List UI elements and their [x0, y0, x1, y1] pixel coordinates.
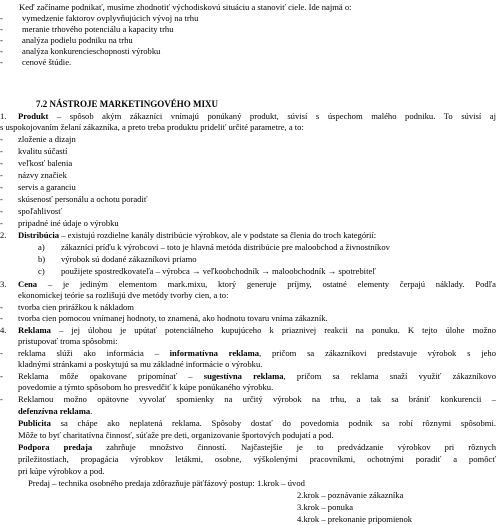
sub-letter: b) [38, 254, 46, 264]
dash-bullet: - [0, 57, 3, 67]
produkt-paragraph [18, 111, 496, 122]
step-item: 2.krok – poznávanie zákazníka [297, 490, 404, 500]
produkt-text: – spôsob akým zákazníci vnímajú ponúkaný produkt, súvisí s úspechom malého podniku. To súvisí aj [48, 111, 496, 121]
dash-bullet: - [0, 302, 3, 312]
dash-bullet: - [0, 394, 3, 404]
list-item: servis a garanciu [18, 182, 76, 192]
produkt-term: Produkt [18, 111, 49, 121]
list-item-text: , pričom sa zákazníkovi predstavuje výrobok s jeho [259, 348, 496, 358]
dash-bullet: - [0, 194, 3, 204]
list-item: meranie trhového potenciálu a kapacity trhu [22, 24, 174, 34]
list-item: skúsenosť personálu a ochotu poradiť [18, 194, 148, 204]
list-item: veľkosť balenia [18, 158, 73, 168]
publicita-term: Publicita [18, 418, 51, 428]
list-item: tvorba cien prirážkou k nákladom [18, 302, 134, 312]
list-item-text: Reklama môže opakovane pripomínať – [18, 371, 204, 381]
reklama-type-term: informatívna reklama [169, 348, 260, 358]
dash-bullet: - [0, 146, 3, 156]
dash-bullet: - [0, 218, 3, 228]
publicita-paragraph-cont: Môže to byť charitatívna činnosť, súťaže pre deti, organizovanie športových podujatí a pod. [18, 430, 334, 440]
podpora-term: Podpora predaja [18, 442, 93, 452]
dash-bullet: - [0, 170, 3, 180]
step-item: 4.krok – prekonanie pripomienok [297, 514, 413, 524]
dash-bullet: - [0, 348, 3, 358]
dash-bullet: - [0, 134, 3, 144]
list-item-text: reklama slúži ako informácia – [18, 348, 170, 358]
list-item: kvalitu súčastí [18, 146, 68, 156]
sub-item: zákazníci príďu k výrobcovi – toto je hlavná metóda distribúcie pre maloobchod a živnostníkov [61, 242, 390, 252]
dash-bullet: - [0, 313, 3, 323]
podpora-paragraph [18, 442, 496, 453]
podpora-paragraph-cont: pri kúpe výrobkov a pod. [18, 466, 105, 476]
podpora-text: zahrňuje množstvo činností. Najčastejšie je to predvádzanie výrobkov pri rôznych [92, 442, 496, 452]
list-item [18, 371, 496, 382]
list-item: zloženie a dizajn [18, 134, 76, 144]
sub-item: výrobok sú dodané zákazníkovi priamo [61, 254, 197, 264]
list-item: vymedzenie faktorov ovplyvňujúcich vývoj na trhu [22, 13, 199, 23]
list-item: analýza podielu podniku na trhu [22, 35, 133, 45]
list-item: Reklamou možno opätovne vyvolať spomienky na určitý výrobok na trhu, a tak sa brániť konkurencii – [18, 394, 496, 404]
item-number: 1. [0, 111, 7, 121]
dash-bullet: - [0, 24, 3, 34]
publicita-paragraph [18, 418, 496, 429]
list-item [18, 348, 496, 359]
reklama-type-term: defenzívna reklama [18, 406, 91, 416]
section-heading: 7.2 NÁSTROJE MARKETINGOVÉHO MIXU [36, 99, 219, 109]
cena-text: – je jediným elementom mark.mixu, ktorý generuje príjmy, ostatné elementy čerpajú náklady. Podľa [37, 279, 496, 289]
item-number: 4. [0, 325, 7, 335]
reklama-paragraph-cont: pristupovať troma spôsobmi: [18, 336, 118, 346]
sub-item: použijete spostredkovateľa – výrobca → veľkoobchodník → maloobchodník → spotrebiteľ [61, 266, 376, 276]
dash-bullet: - [0, 182, 3, 192]
list-item-cont [18, 406, 92, 417]
produkt-paragraph-cont: s uspokojovaním želaní zákazníka, a preto treba produktu prideliť určité parametre, a to: [0, 122, 304, 132]
dash-bullet: - [0, 46, 3, 56]
sub-letter: a) [38, 242, 45, 252]
cena-term: Cena [18, 279, 38, 289]
distribucia-text: – existujú rozdielne kanály distribúcie výrobkov, ale v podstate sa členia do troch kategórií: [59, 230, 377, 240]
dash-bullet: - [0, 206, 3, 216]
cena-paragraph [18, 279, 496, 290]
list-item: cenové štúdie. [22, 57, 72, 67]
list-item-cont: povedomie a týmto spôsobom ho presvedčiť k kúpe ponúkaného výrobku. [18, 382, 274, 392]
list-item-text: , pričom sa reklama snaží využiť zákazníkovo [283, 371, 496, 381]
distribucia-paragraph [18, 230, 376, 241]
cena-paragraph-cont: ekonomickej teórie sa rozlišujú dve metódy tvorby cien, a to: [18, 290, 229, 300]
item-number: 2. [0, 230, 7, 240]
list-item-cont: kladnými stránkami a poskytujú sa mu základné informácie o výrobku. [18, 359, 263, 369]
reklama-type-term: sugestívna reklama [203, 371, 284, 381]
item-number: 3. [0, 279, 7, 289]
dash-bullet: - [0, 371, 3, 381]
reklama-text: – jej úlohou je upútať potenciálneho kupujúceho k priaznivej reakcii na ponuku. K tejto úlohe možno [50, 325, 496, 335]
dash-bullet: - [0, 13, 3, 23]
distribucia-term: Distribúcia [18, 230, 60, 240]
list-item: spoľahlivosť [18, 206, 62, 216]
list-item: tvorba cien pomocou vnímanej hodnoty, to znamená, ako hodnotu tovaru vníma zákazník. [18, 313, 328, 323]
step-item: 3.krok – ponuka [297, 502, 354, 512]
sub-letter: c) [38, 266, 45, 276]
publicita-text: sa chápe ako neplatená reklama. Spôsoby dostať do povedomia podnik sa robí rôznymi spôsobmi. [50, 418, 496, 428]
reklama-paragraph [18, 325, 496, 336]
list-item: analýza konkurencieschopnosti výrobku [22, 46, 161, 56]
predaj-paragraph: Predaj – technika osobného predaja zdôrazňuje päťfázový postup: 1.krok – úvod [28, 478, 305, 488]
list-item: pripadné iné údaje o výrobku [18, 218, 119, 228]
dash-bullet: - [0, 158, 3, 168]
list-item-text: . [90, 406, 93, 416]
intro-paragraph: Keď začíname podnikať, musíme zhodnotiť východiskovú situáciu a stanoviť ciele. Ide najmä o: [19, 2, 352, 12]
reklama-term: Reklama [18, 325, 51, 335]
podpora-paragraph-cont: príležitostiach, propagácia výrobkov letákmi, osobne, výškolenými pracovníkmi, ochotnými poradiť a pomôcť [18, 454, 496, 464]
list-item: názvy značiek [18, 170, 67, 180]
dash-bullet: - [0, 35, 3, 45]
